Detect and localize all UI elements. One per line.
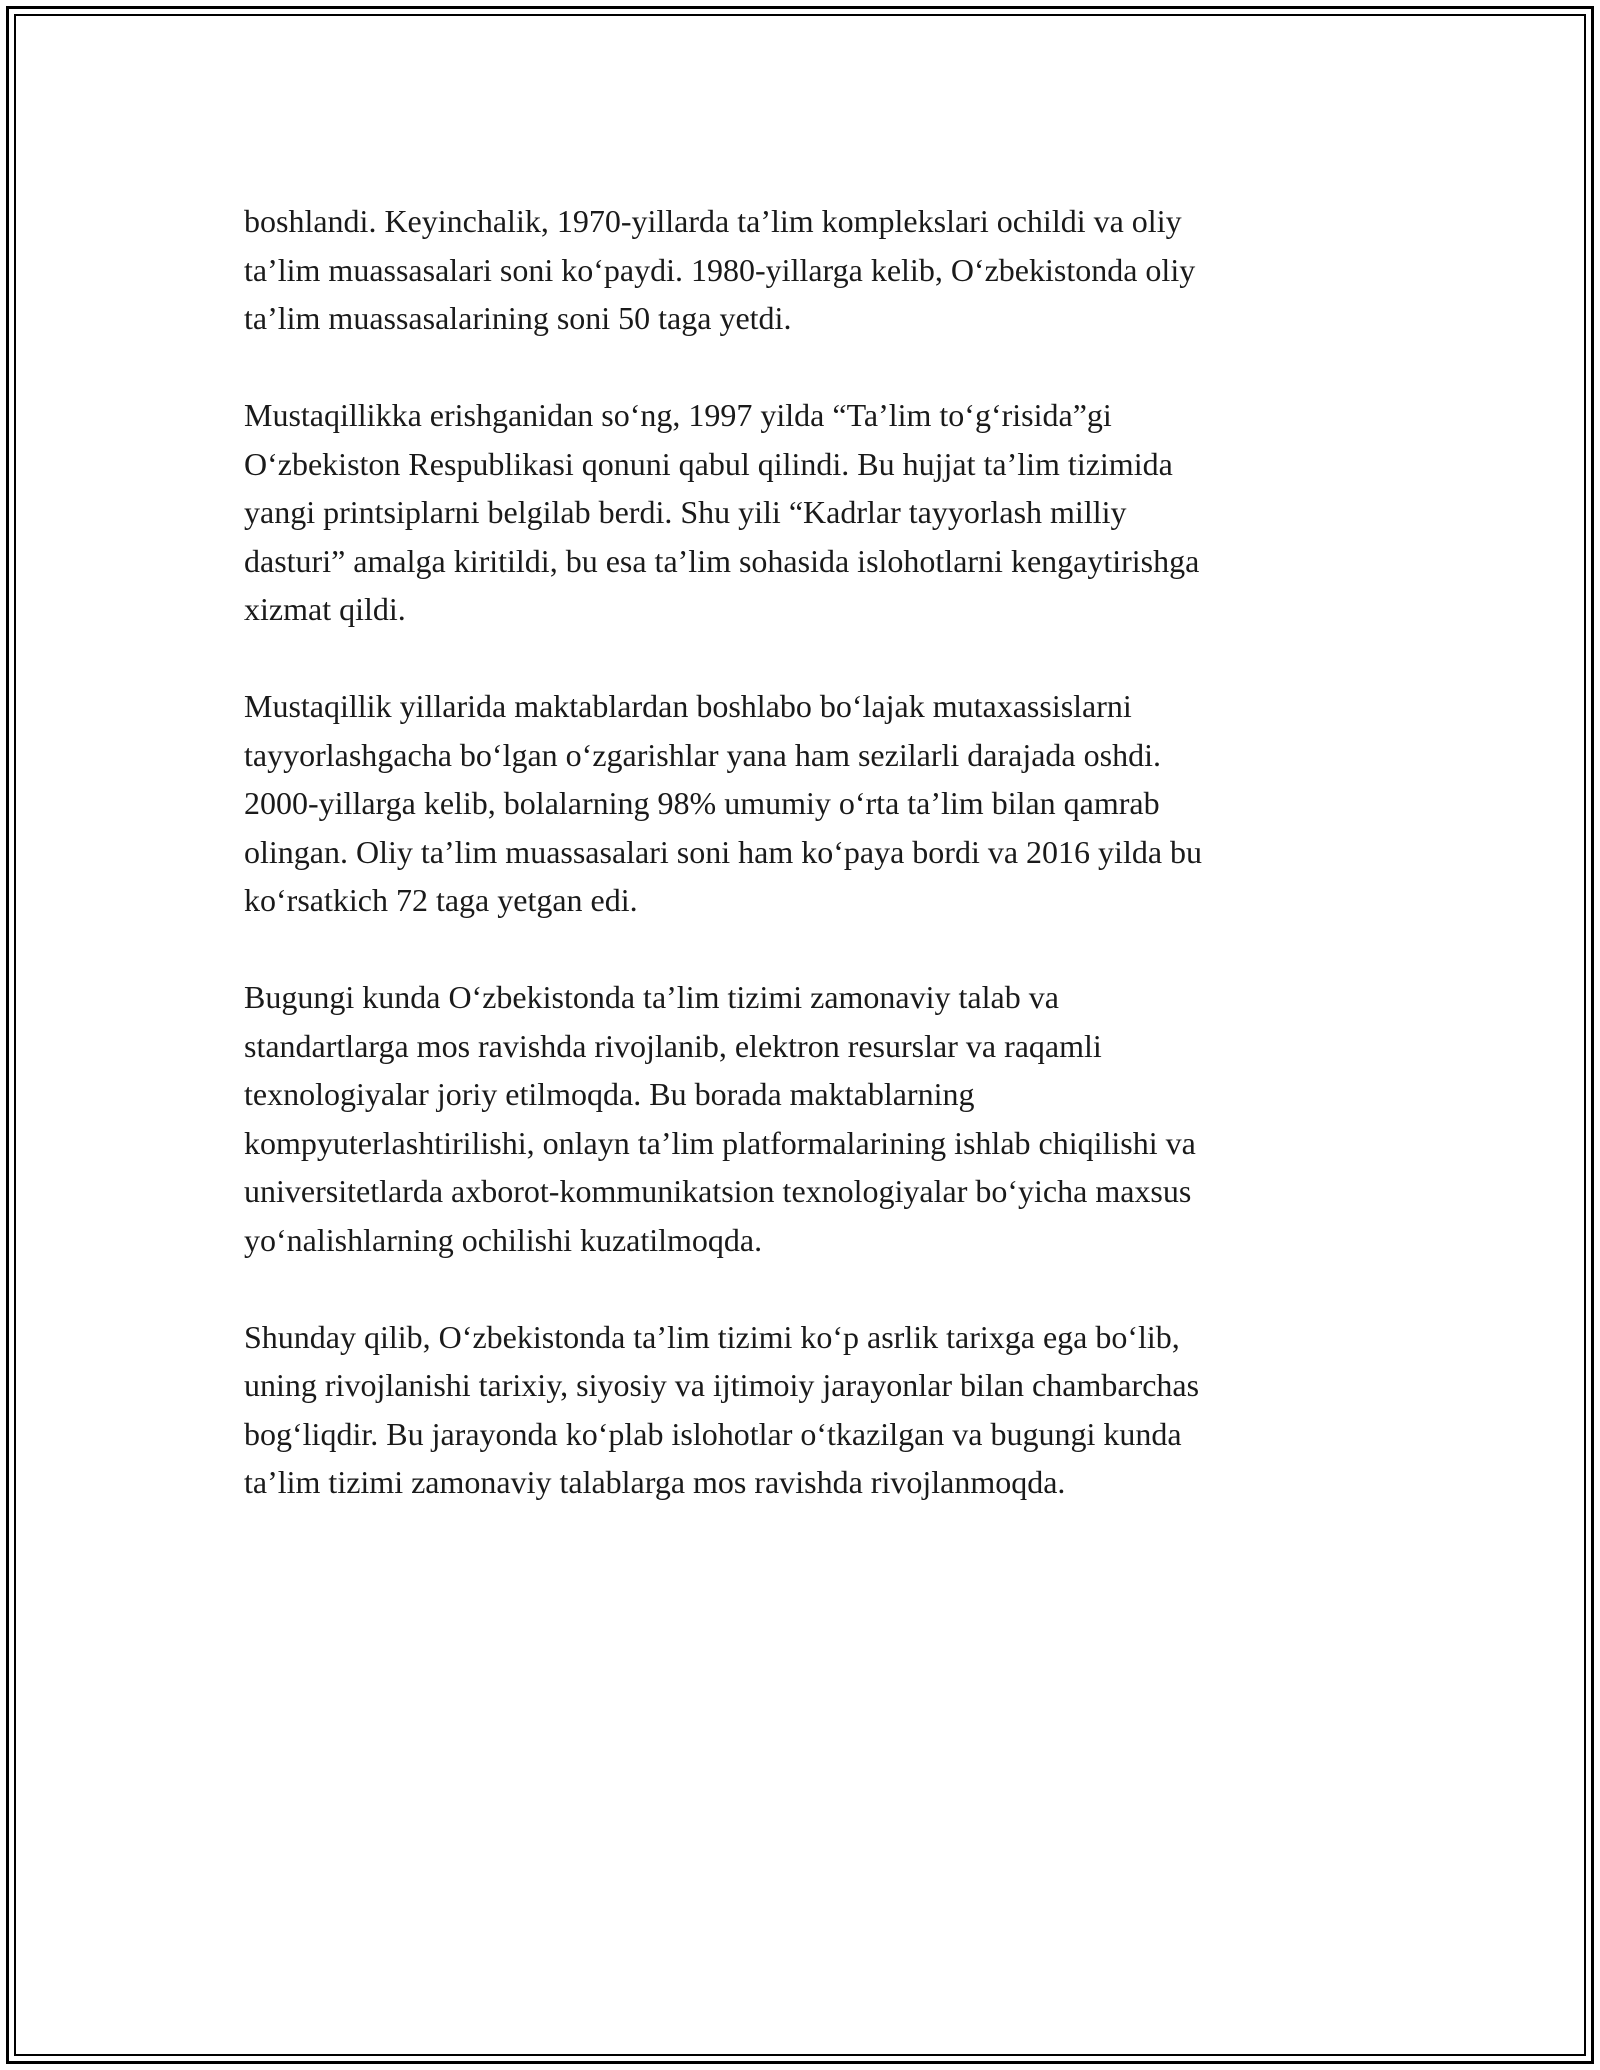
paragraph-2: Mustaqillikka erishganidan so‘ng, 1997 yilda “Ta’lim to‘g‘risida”gi O‘zbekiston Respublikasi qonuni qabul qilindi. Bu hujjat ta’lim tizimida yangi printsiplarni belgilab berdi. Shu yili “Kadrlar tayyorlash milliy dasturi” amalga kiritildi, bu esa ta’lim sohasida islohotlarni kengaytirishga xizmat qildi.: [244, 397, 1200, 627]
document-body: [244, 197, 1374, 1555]
paragraph-3: Mustaqillik yillarida maktablardan boshlabo bo‘lajak mutaxassislarni tayyorlashgacha bo‘lgan o‘zgarishlar yana ham sezilarli darajada oshdi. 2000-yillarga kelib, bolalarning 98% umumiy o‘rta ta’lim bilan qamrab olingan. Oliy ta’lim muassasalari soni ham ko‘paya bordi va 2016 yilda bu ko‘rsatkich 72 taga yetgan edi.: [244, 688, 1203, 918]
paragraph-4: Bugungi kunda O‘zbekistonda ta’lim tizimi zamonaviy talab va standartlarga mos ravishda rivojlanib, elektron resurslar va raqamli texnologiyalar joriy etilmoqda. Bu borada maktablarning kompyuterlashtirilishi, onlayn ta’lim platformalarining ishlab chiqilishi va universitetlarda axborot-kommunikatsion texnologiyalar bo‘yicha maxsus yo‘nalishlarning ochilishi kuzatilmoqda.: [244, 979, 1196, 1258]
paragraph-1: boshlandi. Keyinchalik, 1970-yillarda ta’lim komplekslari ochildi va oliy ta’lim muassasalari soni ko‘paydi. 1980-yillarga kelib, O‘zbekistonda oliy ta’lim muassasalarining soni 50 taga yetdi.: [244, 203, 1196, 336]
page-border: [6, 6, 1594, 2064]
paragraph-5: Shunday qilib, O‘zbekistonda ta’lim tizimi ko‘p asrlik tarixga ega bo‘lib, uning rivojlanishi tarixiy, siyosiy va ijtimoiy jarayonlar bilan chambarchas bog‘liqdir. Bu jarayonda ko‘plab islohotlar o‘tkazilgan va bugungi kunda ta’lim tizimi zamonaviy talablarga mos ravishda rivojlanmoqda.: [244, 1318, 1200, 1500]
